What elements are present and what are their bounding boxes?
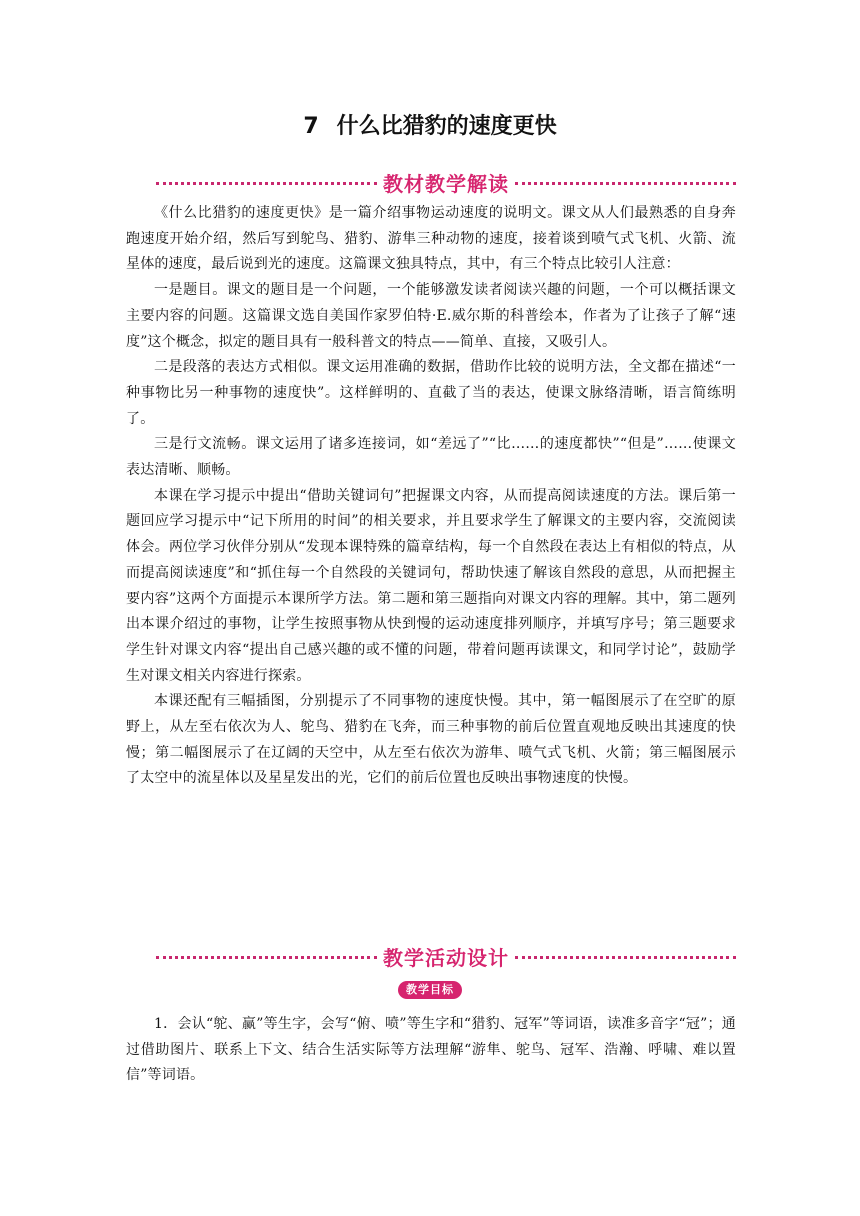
dotted-divider-right bbox=[515, 182, 736, 185]
lesson-title: 什么比猎豹的速度更快 bbox=[336, 114, 557, 139]
lesson-number: 7 bbox=[303, 114, 319, 139]
dotted-divider-right bbox=[515, 956, 736, 959]
page-title bbox=[0, 113, 860, 141]
section-heading: 教材教学解读 bbox=[383, 171, 509, 196]
section-body bbox=[126, 201, 736, 792]
section-body bbox=[126, 1012, 736, 1089]
paragraph: 1．会认“鸵、赢”等生字，会写“俯、喷”等生字和“猎豹、冠军”等词语，读准多音字“冠”；通过借助图片、联系上下文、结合生活实际等方法理解“游隼、鸵鸟、冠军、浩瀚、呼啸、难以置信”等词语。 bbox=[126, 1016, 736, 1084]
paragraph: 二是段落的表达方式相似。课文运用准确的数据，借助作比较的说明方法，全文都在描述“一种事物比另一种事物的速度快”。这样鲜明的、直截了当的表达，使课文脉络清晰，语言简练明了。 bbox=[126, 359, 736, 427]
paragraph: 《什么比猎豹的速度更快》是一篇介绍事物运动速度的说明文。课文从人们最熟悉的自身奔跑速度开始介绍，然后写到鸵鸟、猎豹、游隼三种动物的速度，接着谈到喷气式飞机、火箭、流星体的速度，最后说到光的速度。这篇课文独具特点，其中，有三个特点比较引人注意： bbox=[126, 205, 736, 273]
section-banner-textbook-interpretation bbox=[156, 167, 736, 197]
teaching-goals-badge: 教学目标 bbox=[398, 981, 462, 999]
dotted-divider-left bbox=[156, 956, 377, 959]
paragraph: 本课在学习提示中提出“借助关键词句”把握课文内容，从而提高阅读速度的方法。课后第一题回应学习提示中“记下所用的时间”的相关要求，并且要求学生了解课文的主要内容，交流阅读体会。两位学习伙伴分别从“发现本课特殊的篇章结构，每一个自然段在表达上有相似的特点，从而提高阅读速度”和“抓住每一个自然段的关键词句，帮助快速了解该自然段的意思，从而把握主要内容”这两个方面提示本课所学方法。第二题和第三题指向对课文内容的理解。其中，第二题列出本课介绍过的事物，让学生按照事物从快到慢的运动速度排列顺序，并填写序号；第三题要求学生针对课文内容“提出自己感兴趣的或不懂的问题，带着问题再读课文，和同学讨论”，鼓励学生对课文相关内容进行探索。 bbox=[126, 487, 736, 684]
badge-row bbox=[0, 978, 860, 999]
paragraph: 本课还配有三幅插图，分别提示了不同事物的速度快慢。其中，第一幅图展示了在空旷的原野上，从左至右依次为人、鸵鸟、猎豹在飞奔，而三种事物的前后位置直观地反映出其速度的快慢；第二幅图展示了在辽阔的天空中，从左至右依次为游隼、喷气式飞机、火箭；第三幅图展示了太空中的流星体以及星星发出的光，它们的前后位置也反映出事物速度的快慢。 bbox=[126, 693, 736, 787]
paragraph: 三是行文流畅。课文运用了诸多连接词，如“差远了”“比……的速度都快”“但是”……使课文表达清晰、顺畅。 bbox=[126, 436, 736, 479]
paragraph: 一是题目。课文的题目是一个问题，一个能够激发读者阅读兴趣的问题，一个可以概括课文主要内容的问题。这篇课文选自美国作家罗伯特·E.威尔斯的科普绘本，作者为了让孩子了解“速度”这个概念，拟定的题目具有一般科普文的特点——简单、直接，又吸引人。 bbox=[126, 282, 736, 350]
dotted-divider-left bbox=[156, 182, 377, 185]
section-heading: 教学活动设计 bbox=[383, 945, 509, 970]
section-banner-activity-design bbox=[156, 941, 736, 971]
